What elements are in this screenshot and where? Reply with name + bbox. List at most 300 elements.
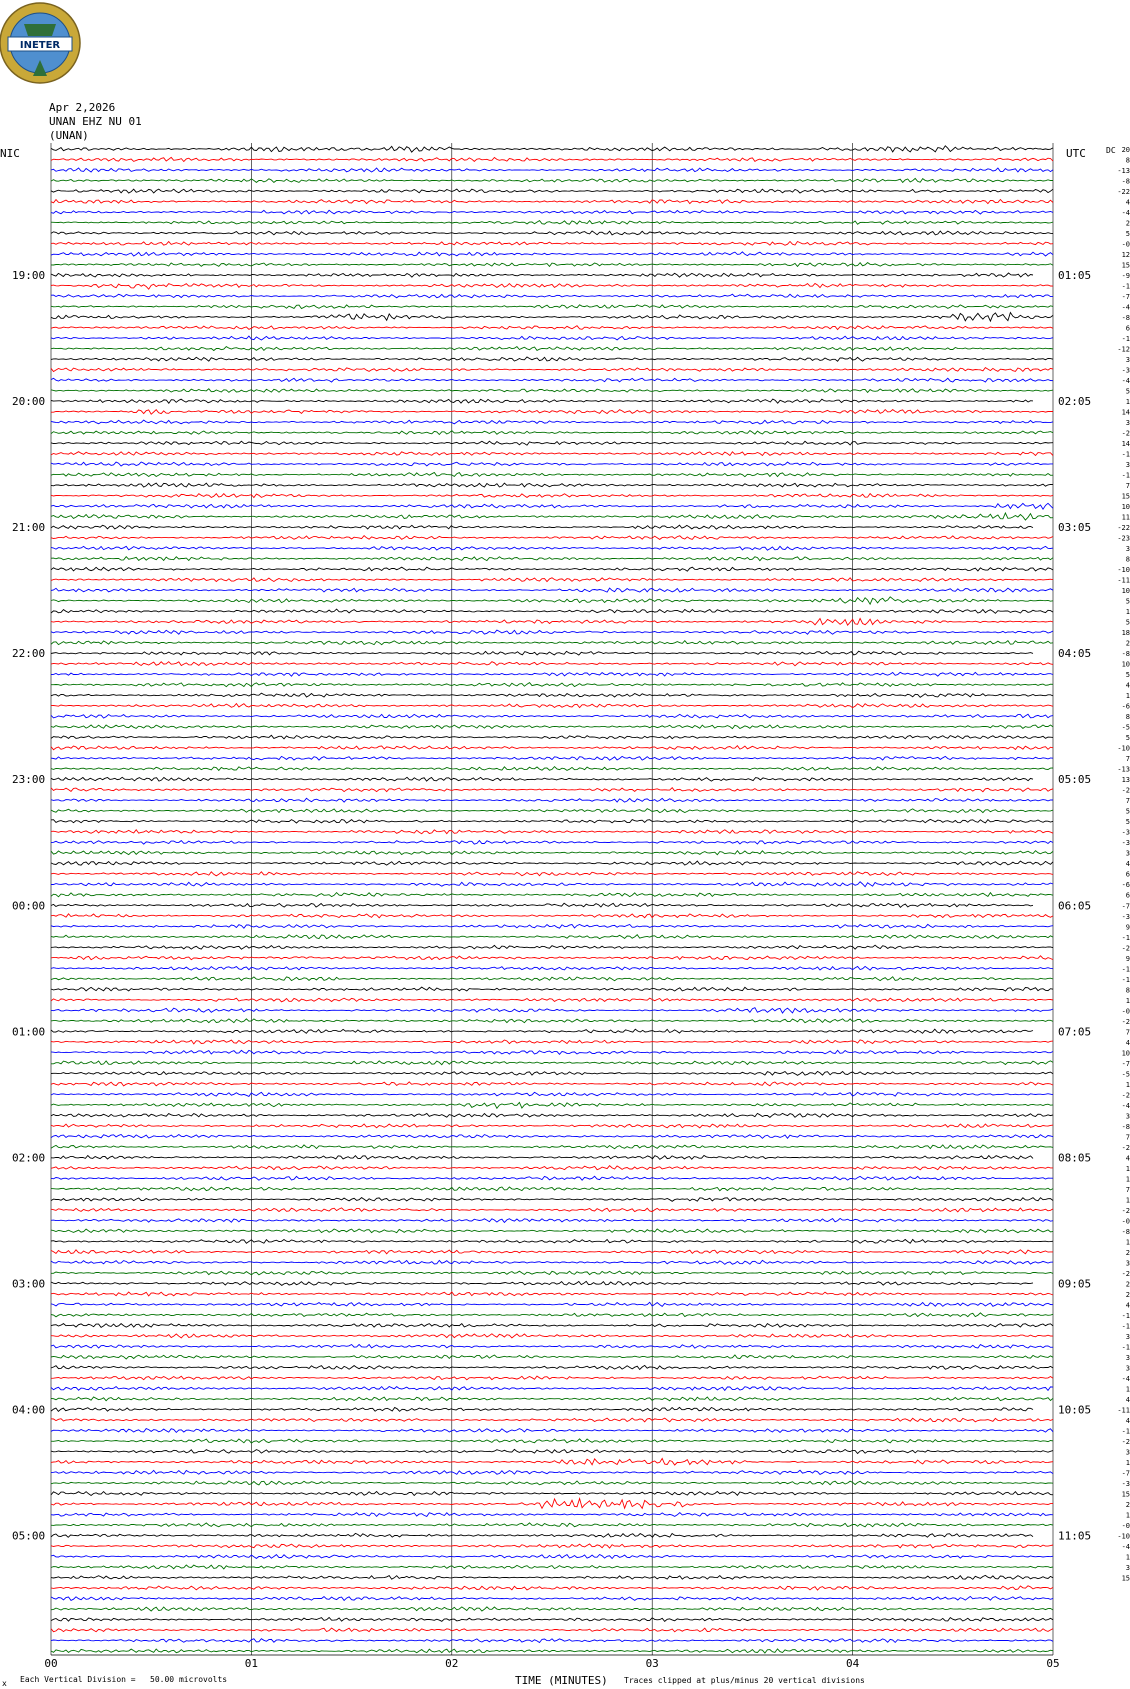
seismic-trace xyxy=(51,399,1033,403)
seismic-trace xyxy=(51,1113,1053,1117)
dc-offset-value: 15 xyxy=(1121,261,1130,270)
x-tick-label: 04 xyxy=(845,1657,860,1670)
left-hour-labels xyxy=(12,269,45,1542)
dc-offset-value: 4 xyxy=(1125,1395,1130,1404)
seismic-trace xyxy=(51,1439,1053,1443)
dc-offset-value: 2 xyxy=(1125,1280,1130,1289)
dc-offset-value: 1 xyxy=(1125,1553,1130,1562)
dc-offset-value: 3 xyxy=(1125,461,1130,470)
seismic-trace xyxy=(51,1260,1053,1264)
right-hour-label: 05:05 xyxy=(1058,773,1092,787)
dc-offset-value: -0 xyxy=(1121,1007,1130,1016)
seismic-trace xyxy=(51,1387,1053,1391)
seismic-trace xyxy=(51,578,1053,582)
seismic-trace xyxy=(51,231,1053,235)
dc-offset-value: -4 xyxy=(1121,209,1130,218)
seismic-traces xyxy=(51,146,1053,1653)
seismic-trace xyxy=(51,389,1053,393)
dc-offset-value: -10 xyxy=(1117,1532,1130,1541)
seismic-trace xyxy=(51,1281,1033,1285)
dc-offset-value: 4 xyxy=(1125,1416,1130,1425)
seismic-trace xyxy=(51,903,1033,907)
dc-offset-value: -22 xyxy=(1117,188,1130,197)
seismic-trace xyxy=(51,1459,1053,1466)
seismic-trace xyxy=(51,1302,1053,1306)
dc-offset-value: -4 xyxy=(1121,1374,1130,1383)
seismic-trace xyxy=(51,1513,1053,1517)
seismic-trace xyxy=(51,326,1053,330)
seismic-trace xyxy=(51,313,1053,322)
dc-offset-value: -8 xyxy=(1121,1122,1130,1131)
seismic-trace xyxy=(51,1555,1053,1559)
dc-offset-value: -4 xyxy=(1121,1101,1130,1110)
dc-offset-value: 7 xyxy=(1125,1133,1130,1142)
seismic-trace xyxy=(51,1229,1053,1233)
seismic-trace xyxy=(51,588,1053,592)
seismic-trace xyxy=(51,178,1053,182)
seismic-trace xyxy=(51,746,1053,750)
dc-offset-value: -10 xyxy=(1117,744,1130,753)
dc-offset-value: -7 xyxy=(1121,1059,1130,1068)
dc-offset-value: 13 xyxy=(1121,776,1130,785)
seismic-trace xyxy=(51,618,1053,625)
dc-offset-value: 4 xyxy=(1125,1154,1130,1163)
seismic-trace xyxy=(51,368,1053,372)
seismic-trace xyxy=(51,1050,1053,1054)
seismic-trace xyxy=(51,735,1053,739)
dc-offset-value: -12 xyxy=(1117,345,1130,354)
dc-offset-value: 12 xyxy=(1121,251,1130,260)
seismic-trace xyxy=(51,1198,1053,1202)
dc-offset-value: 15 xyxy=(1121,1490,1130,1499)
seismic-trace xyxy=(51,809,1053,813)
seismic-trace xyxy=(51,242,1053,246)
dc-offset-value: 3 xyxy=(1125,1353,1130,1362)
dc-offset-value: -2 xyxy=(1121,1269,1130,1278)
dc-offset-value: 14 xyxy=(1121,440,1130,449)
header-station: UNAN EHZ NU 01 xyxy=(49,115,142,128)
ineter-logo xyxy=(0,3,80,83)
seismic-trace xyxy=(51,1499,1053,1509)
seismic-trace xyxy=(51,777,1033,781)
seismic-trace xyxy=(51,252,1053,256)
seismic-trace xyxy=(51,693,1053,697)
seismic-trace xyxy=(51,1649,1053,1653)
seismic-trace xyxy=(51,1240,1053,1244)
dc-offset-value: -10 xyxy=(1117,566,1130,575)
seismic-trace xyxy=(51,1628,1053,1632)
seismic-trace xyxy=(51,1365,1053,1369)
seismic-trace xyxy=(51,525,1033,529)
right-hour-label: 11:05 xyxy=(1058,1529,1092,1543)
dc-offset-value: 1 xyxy=(1125,1458,1130,1467)
seismic-trace xyxy=(51,841,1053,845)
dc-offset-value: 3 xyxy=(1125,1448,1130,1457)
dc-offset-value: -3 xyxy=(1121,839,1130,848)
dc-offset-value: 5 xyxy=(1125,597,1130,606)
dc-offset-value: 9 xyxy=(1125,954,1130,963)
x-axis-title: TIME (MINUTES) xyxy=(515,1674,608,1687)
left-hour-label: 03:00 xyxy=(12,1277,46,1291)
dc-offset-value: 10 xyxy=(1121,660,1130,669)
dc-offset-value: 10 xyxy=(1121,503,1130,512)
seismic-trace xyxy=(51,546,1053,550)
dc-offset-value: 4 xyxy=(1125,860,1130,869)
seismic-trace xyxy=(51,1345,1053,1349)
seismic-trace xyxy=(51,1481,1053,1485)
seismic-trace xyxy=(51,1166,1053,1170)
left-hour-label: 02:00 xyxy=(12,1151,46,1165)
dc-offset-value: 20 xyxy=(1121,146,1130,154)
dc-offset-value: 2 xyxy=(1125,1290,1130,1299)
x-tick-label: 05 xyxy=(1046,1657,1060,1670)
dc-offset-value: 8 xyxy=(1125,555,1130,564)
dc-offset-value: 7 xyxy=(1125,1185,1130,1194)
dc-offset-value: 2 xyxy=(1125,219,1130,228)
right-hour-labels xyxy=(1058,269,1091,1542)
x-tick-label: 01 xyxy=(244,1657,259,1670)
dc-offset-value: -3 xyxy=(1121,1479,1130,1488)
dc-offset-value: 5 xyxy=(1125,807,1130,816)
seismic-trace xyxy=(51,1397,1053,1401)
right-hour-label: 07:05 xyxy=(1058,1025,1092,1039)
seismic-trace xyxy=(51,168,1053,172)
seismic-trace xyxy=(51,1040,1053,1044)
seismic-trace xyxy=(51,557,1053,561)
dc-offset-value: -1 xyxy=(1121,282,1130,291)
seismic-trace xyxy=(51,347,1053,351)
dc-offset-value: 8 xyxy=(1125,713,1130,722)
seismic-trace xyxy=(51,473,1053,477)
seismic-trace xyxy=(51,609,1053,613)
seismic-trace xyxy=(51,1061,1053,1065)
dc-offset-value: 1 xyxy=(1125,692,1130,701)
dc-offset-value: -1 xyxy=(1121,450,1130,459)
dc-offset-value: 1 xyxy=(1125,1385,1130,1394)
seismic-trace xyxy=(51,672,1053,676)
seismic-trace xyxy=(51,1418,1053,1422)
seismic-trace xyxy=(51,1376,1053,1380)
seismic-trace xyxy=(51,935,1053,939)
seismic-trace xyxy=(51,662,1053,666)
clip-note: Traces clipped at plus/minus 20 vertical divisions xyxy=(624,1676,865,1685)
left-hour-label: 00:00 xyxy=(12,899,46,913)
dc-offset-value: -1 xyxy=(1121,1343,1130,1352)
dc-offset-value: 7 xyxy=(1125,482,1130,491)
seismic-trace xyxy=(51,714,1053,718)
dc-offset-value: 5 xyxy=(1125,230,1130,239)
dc-offset-value: -11 xyxy=(1117,1406,1130,1415)
seismic-trace xyxy=(51,567,1053,571)
left-hour-label: 05:00 xyxy=(12,1529,46,1543)
seismic-trace xyxy=(51,263,1053,267)
dc-offset-value: -4 xyxy=(1121,303,1130,312)
dc-offset-value: 7 xyxy=(1125,755,1130,764)
dc-offset-value: -2 xyxy=(1121,429,1130,438)
seismic-trace xyxy=(51,641,1053,645)
seismic-trace xyxy=(51,945,1053,949)
dc-offset-value: 1 xyxy=(1125,608,1130,617)
dc-offset-value: -6 xyxy=(1121,881,1130,890)
dc-offset-value: 6 xyxy=(1125,324,1130,333)
dc-offset-value: -2 xyxy=(1121,1091,1130,1100)
right-hour-label: 10:05 xyxy=(1058,1403,1092,1417)
seismic-trace xyxy=(51,1324,1053,1328)
dc-offset-value: 8 xyxy=(1125,156,1130,165)
logo-text: INETER xyxy=(19,40,61,51)
right-hour-label: 01:05 xyxy=(1058,269,1092,283)
right-hour-label: 02:05 xyxy=(1058,395,1092,409)
dc-offset-value: 2 xyxy=(1125,1500,1130,1509)
seismic-trace xyxy=(51,819,1053,823)
seismic-trace xyxy=(51,597,1053,604)
right-hour-label: 03:05 xyxy=(1058,521,1092,535)
seismic-trace xyxy=(51,1355,1053,1359)
seismic-trace xyxy=(51,1470,1053,1474)
seismic-trace xyxy=(51,704,1053,708)
seismic-trace xyxy=(51,987,1053,991)
left-hour-label: 21:00 xyxy=(12,521,46,535)
seismic-trace xyxy=(51,378,1053,382)
seismic-trace xyxy=(51,630,1053,634)
seismic-trace xyxy=(51,1176,1053,1180)
left-hour-label: 01:00 xyxy=(12,1025,46,1039)
seismic-trace xyxy=(51,210,1053,214)
seismic-trace xyxy=(51,189,1053,193)
seismic-trace xyxy=(51,503,1053,509)
seismic-trace xyxy=(51,998,1053,1002)
header-date: Apr 2,2026 xyxy=(49,101,116,114)
seismic-trace xyxy=(51,966,1053,970)
dc-offset-value: 3 xyxy=(1125,1112,1130,1121)
dc-offset-value: -1 xyxy=(1121,975,1130,984)
right-hour-label: 08:05 xyxy=(1058,1151,1092,1165)
seismic-trace xyxy=(51,273,1033,277)
seismic-trace xyxy=(51,336,1053,340)
seismic-trace xyxy=(51,1313,1053,1317)
seismic-trace xyxy=(51,357,1053,361)
dc-offset-value: 5 xyxy=(1125,671,1130,680)
seismic-trace xyxy=(51,513,1053,520)
seismic-trace xyxy=(51,861,1053,865)
right-timezone-label: UTC xyxy=(1066,147,1086,160)
dc-offset-value: -4 xyxy=(1121,377,1130,386)
dc-offset-value: 5 xyxy=(1125,818,1130,827)
seismic-trace xyxy=(51,1607,1053,1611)
dc-offset-value: 3 xyxy=(1125,545,1130,554)
seismic-trace xyxy=(51,956,1053,960)
seismic-trace xyxy=(51,1092,1053,1096)
dc-offset-value: 5 xyxy=(1125,618,1130,627)
seismic-trace xyxy=(51,788,1053,792)
seismic-trace xyxy=(51,221,1053,225)
right-hour-label: 04:05 xyxy=(1058,647,1092,661)
seismic-trace xyxy=(51,452,1053,456)
dc-offset-value: -1 xyxy=(1121,471,1130,480)
x-axis xyxy=(44,1657,1059,1670)
dc-offset-value: -7 xyxy=(1121,293,1130,302)
dc-offset-value: 14 xyxy=(1121,408,1130,417)
seismic-trace xyxy=(51,872,1053,876)
dc-offset-value: -3 xyxy=(1121,366,1130,375)
dc-offset-value: 8 xyxy=(1125,986,1130,995)
seismic-trace xyxy=(51,441,1053,445)
dc-offset-value: -2 xyxy=(1121,786,1130,795)
seismic-trace xyxy=(51,1124,1053,1128)
dc-offset-value: -1 xyxy=(1121,1322,1130,1331)
seismic-trace xyxy=(51,882,1053,887)
dc-offset-value: -2 xyxy=(1121,1017,1130,1026)
dc-offset-value: -4 xyxy=(1121,1542,1130,1551)
dc-offset-value: 4 xyxy=(1125,1038,1130,1047)
dc-offset-value: 3 xyxy=(1125,1563,1130,1572)
seismic-trace xyxy=(51,1407,1033,1411)
seismic-trace xyxy=(51,1618,1053,1622)
dc-offset-value: 15 xyxy=(1121,1574,1130,1583)
dc-offset-value: 1 xyxy=(1125,1238,1130,1247)
seismic-trace xyxy=(51,1208,1053,1212)
dc-offset-value: 3 xyxy=(1125,356,1130,365)
seismic-trace xyxy=(51,725,1053,729)
seismic-trace xyxy=(51,683,1053,687)
dc-offset-value: -1 xyxy=(1121,965,1130,974)
dc-offset-value: -2 xyxy=(1121,1206,1130,1215)
seismic-trace xyxy=(51,756,1053,760)
seismic-trace xyxy=(51,1334,1053,1338)
left-hour-label: 04:00 xyxy=(12,1403,46,1417)
scale-marker: x xyxy=(2,1679,7,1688)
dc-offset-value: 4 xyxy=(1125,681,1130,690)
dc-offset-value: 1 xyxy=(1125,996,1130,1005)
seismic-trace xyxy=(51,431,1053,435)
dc-offset-value: 6 xyxy=(1125,891,1130,900)
seismic-trace xyxy=(51,536,1053,540)
seismic-trace xyxy=(51,305,1053,309)
seismic-trace xyxy=(51,1187,1053,1191)
seismic-trace xyxy=(51,830,1053,834)
seismic-trace xyxy=(51,1639,1053,1643)
seismic-trace xyxy=(51,1575,1053,1579)
dc-offset-value: 7 xyxy=(1125,797,1130,806)
seismic-trace xyxy=(51,1156,1033,1160)
dc-offset-value: -6 xyxy=(1121,702,1130,711)
dc-offset-value: -7 xyxy=(1121,902,1130,911)
left-hour-label: 19:00 xyxy=(12,269,46,283)
seismic-trace xyxy=(51,1449,1053,1453)
dc-offset-value: 15 xyxy=(1121,492,1130,501)
dc-offset-value: 1 xyxy=(1125,1511,1130,1520)
dc-label: DC xyxy=(1106,146,1116,155)
dc-offset-value: 5 xyxy=(1125,387,1130,396)
dc-offset-value: 10 xyxy=(1121,1049,1130,1058)
seismic-trace xyxy=(51,1492,1053,1496)
header-network: (UNAN) xyxy=(49,129,89,142)
seismic-trace xyxy=(51,420,1053,424)
x-tick-label: 00 xyxy=(44,1657,58,1670)
dc-offset-value: 3 xyxy=(1125,1259,1130,1268)
x-tick-label: 03 xyxy=(645,1657,659,1670)
dc-offset-values xyxy=(1117,146,1130,1582)
dc-offset-value: -1 xyxy=(1121,335,1130,344)
dc-offset-value: 6 xyxy=(1125,870,1130,879)
seismic-trace xyxy=(51,462,1053,466)
dc-offset-value: -2 xyxy=(1121,1437,1130,1446)
dc-offset-value: -3 xyxy=(1121,912,1130,921)
seismic-trace xyxy=(51,893,1053,897)
seismic-trace xyxy=(51,1019,1053,1023)
dc-offset-value: 2 xyxy=(1125,1248,1130,1257)
dc-offset-value: 3 xyxy=(1125,849,1130,858)
seismic-trace xyxy=(51,798,1053,802)
dc-offset-value: -2 xyxy=(1121,1143,1130,1152)
seismic-trace xyxy=(51,1029,1033,1033)
dc-offset-value: -8 xyxy=(1121,177,1130,186)
seismic-trace xyxy=(51,914,1053,918)
dc-offset-value: 3 xyxy=(1125,1332,1130,1341)
seismic-trace xyxy=(51,1523,1053,1527)
dc-offset-value: -13 xyxy=(1117,167,1130,176)
left-timezone-label: NIC xyxy=(0,147,20,160)
seismic-trace xyxy=(51,1292,1053,1296)
seismic-trace xyxy=(51,1135,1053,1139)
dc-offset-value: -11 xyxy=(1117,576,1130,585)
right-hour-label: 06:05 xyxy=(1058,899,1092,913)
dc-offset-value: -5 xyxy=(1121,723,1130,732)
seismic-trace xyxy=(51,494,1053,498)
right-hour-label: 09:05 xyxy=(1058,1277,1092,1291)
left-hour-label: 22:00 xyxy=(12,647,46,661)
seismic-trace xyxy=(51,1082,1053,1086)
dc-offset-value: 9 xyxy=(1125,923,1130,932)
dc-offset-value: -1 xyxy=(1121,1311,1130,1320)
seismic-trace xyxy=(51,1429,1053,1433)
seismic-trace xyxy=(51,1565,1053,1569)
dc-offset-value: 3 xyxy=(1125,419,1130,428)
seismic-trace xyxy=(51,1145,1053,1149)
dc-offset-value: 1 xyxy=(1125,1196,1130,1205)
seismic-trace xyxy=(51,1533,1033,1537)
dc-offset-value: -8 xyxy=(1121,650,1130,659)
dc-offset-value: 7 xyxy=(1125,1028,1130,1037)
dc-offset-value: 4 xyxy=(1125,1301,1130,1310)
dc-offset-value: 1 xyxy=(1125,1175,1130,1184)
dc-offset-value: 10 xyxy=(1121,587,1130,596)
dc-offset-value: 11 xyxy=(1121,513,1130,522)
seismic-trace xyxy=(51,1218,1053,1222)
seismic-trace xyxy=(51,284,1053,290)
seismic-trace xyxy=(51,1071,1053,1075)
seismic-trace xyxy=(51,1103,1053,1109)
seismic-trace xyxy=(51,1271,1053,1275)
dc-offset-value: 3 xyxy=(1125,1364,1130,1373)
dc-offset-value: -13 xyxy=(1117,765,1130,774)
seismic-trace xyxy=(51,1008,1053,1013)
dc-offset-value: 1 xyxy=(1125,1164,1130,1173)
seismic-trace xyxy=(51,146,1053,152)
dc-offset-value: -2 xyxy=(1121,944,1130,953)
seismic-trace xyxy=(51,651,1033,655)
seismic-trace xyxy=(51,294,1053,298)
dc-offset-value: 18 xyxy=(1121,629,1130,638)
dc-offset-value: -0 xyxy=(1121,240,1130,249)
seismic-trace xyxy=(51,1544,1053,1548)
seismic-trace xyxy=(51,977,1053,981)
seismic-trace xyxy=(51,157,1053,161)
dc-offset-value: 5 xyxy=(1125,734,1130,743)
dc-offset-value: -8 xyxy=(1121,314,1130,323)
seismic-trace xyxy=(51,1596,1053,1600)
dc-offset-value: -3 xyxy=(1121,828,1130,837)
